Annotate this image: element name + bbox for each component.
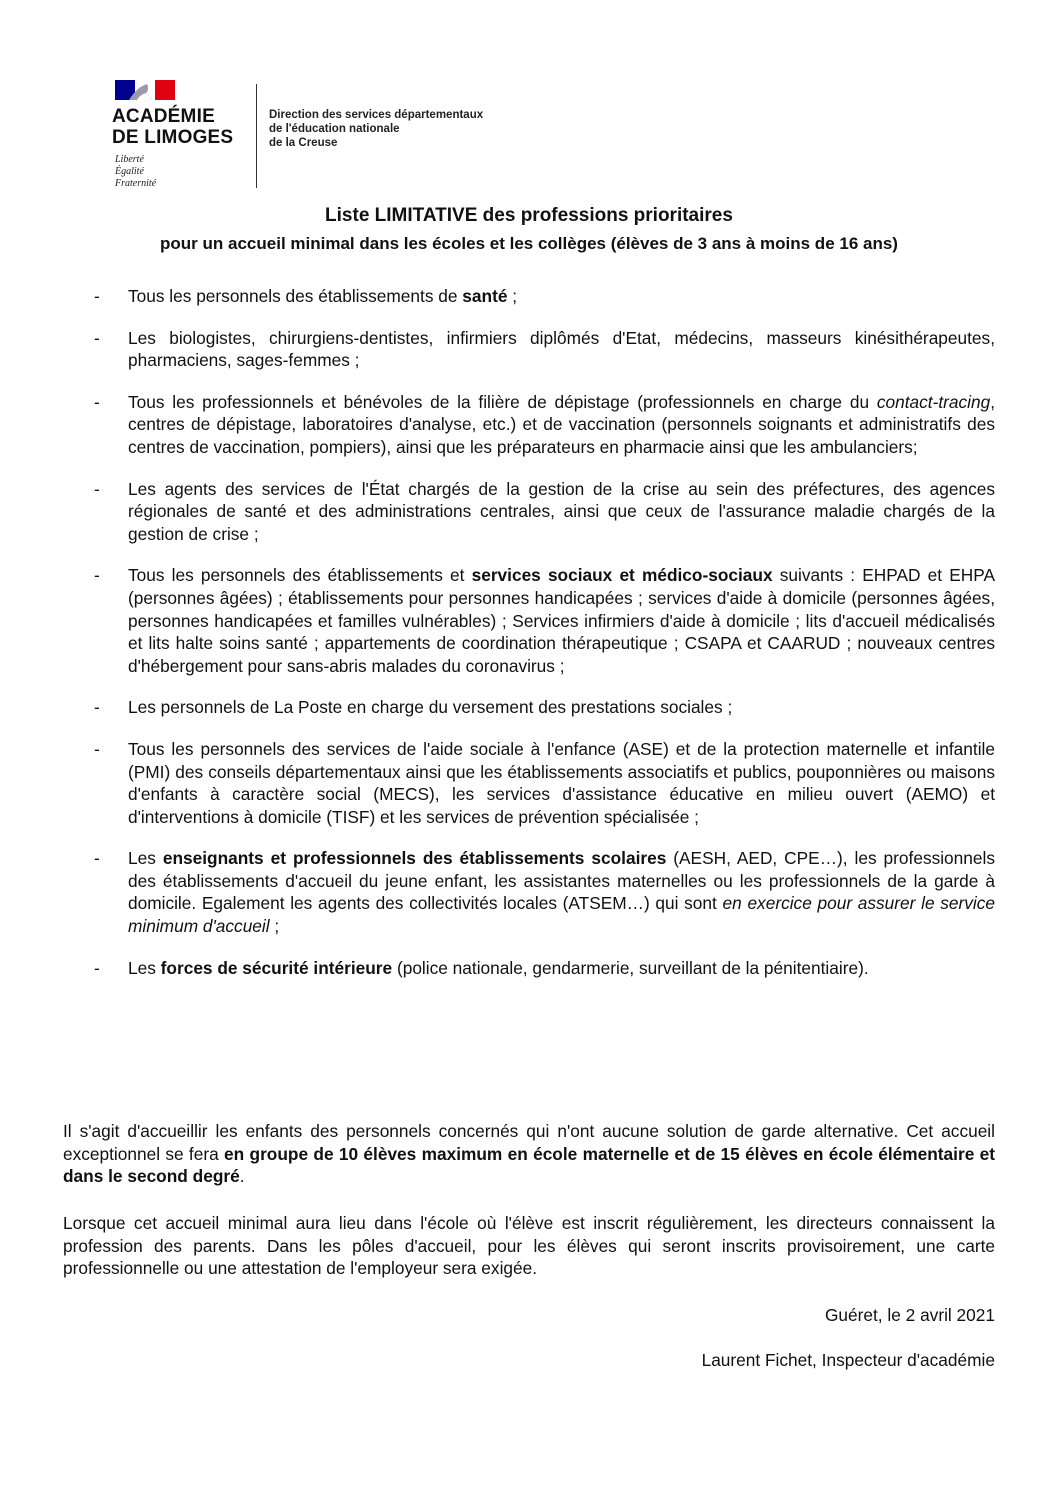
item-bold: enseignants et professionnels des établissements scolaires (162, 848, 667, 869)
list-dash: - (94, 286, 100, 306)
academy-name-line1: ACADÉMIE (112, 106, 215, 127)
item-text: suivants : EHPAD et EHPA (personnes âgées) ; établissements pour personnes handicapées ; services d'aide à domicile (personnes âgées, personnes handicapées et familles vulnérables) ; Services infirmiers d'aide à domicile ; lits d'accueil médicalisés et lits halte soins santé ; appartements de coordination thérapeutique ; CSAPA et CAARUD ; nouveaux centres d'hébergement pour sans-abris malades du coronavirus ; (128, 565, 995, 676)
item-text: Les agents des services de l'État chargés de la gestion de la crise au sein des préfectures, des agences régionales de santé et des administrations centrales, ainsi que ceux de l'assurance maladie chargés de la gestion de crise ; (128, 478, 995, 544)
paragraph-accueil (63, 1120, 995, 1188)
item-italic: en exercice pour assurer le service minimum d'accueil (128, 893, 995, 937)
item-text: Tous les personnels des services de l'aide sociale à l'enfance (ASE) et de la protection maternelle et infantile (PMI) des conseils départementaux ainsi que les établissements associatifs et publics, pouponnières ou maisons d'enfants à caractère social (MECS), les services d'assistance éducative en milieu ouvert (AEMO) et d'interventions à domicile (TISF) et les services de prévention spécialisée ; (128, 738, 995, 827)
document-subtitle: pour un accueil minimal dans les écoles et les collèges (élèves de 3 ans à moins de 16 ans) (160, 234, 898, 253)
professions-list (94, 285, 995, 979)
item-text: Les (128, 848, 163, 869)
academy-name (112, 106, 233, 148)
item-text: Les (128, 957, 161, 978)
list-dash: - (94, 327, 100, 348)
list-dash: - (94, 478, 100, 499)
header-divider (256, 84, 257, 188)
item-bold: services sociaux et médico-sociaux (471, 565, 773, 586)
direction-line1: Direction des services départementaux (269, 109, 484, 121)
motto-egalite: Égalité (115, 166, 144, 177)
para-text: Il s'agit d'accueillir les enfants des personnels concernés qui n'ont aucune solution de garde alternative. Cet accueil exceptionnel se fera (63, 1121, 995, 1164)
item-text: (AESH, AED, CPE…), les professionnels des établissements d'accueil du jeune enfant, les assistantes maternelles ou les professionnels de la garde à domicile. Egalement les agents des collectivités locales (ATSEM…) qui sont (128, 848, 995, 914)
list-item (94, 696, 995, 719)
item-text: Les personnels de La Poste en charge du versement des prestations sociales ; (128, 697, 733, 718)
direction-line3: de la Creuse (269, 137, 338, 149)
list-dash: - (94, 848, 100, 869)
list-item (94, 847, 995, 937)
motto-fraternite: Fraternité (115, 178, 157, 189)
paragraph-conditions: Lorsque cet accueil minimal aura lieu dans l'école où l'élève est inscrit régulièrement, les directeurs connaissent la profession des parents. Dans les pôles d'accueil, pour les élèves qui seront inscrits provisoirement, une carte professionnelle ou une attestation de l'employeur sera exigée. (63, 1213, 995, 1279)
item-text: (police nationale, gendarmerie, surveillant de la pénitentiaire). (392, 957, 869, 978)
item-text: Tous les personnels des établissements de (128, 286, 463, 306)
signature: Laurent Fichet, Inspecteur d'académie (701, 1350, 995, 1370)
motto-liberte: Liberté (115, 154, 144, 165)
item-text: Les biologistes, chirurgiens-dentistes, infirmiers diplômés d'Etat, médecins, masseurs kinésithérapeutes, pharmaciens, sages-femmes ; (128, 327, 995, 371)
list-dash: - (94, 957, 100, 978)
list-item (94, 327, 995, 372)
list-item (94, 564, 995, 677)
item-bold: santé (462, 286, 508, 306)
place-date: Guéret, le 2 avril 2021 (824, 1305, 995, 1325)
item-text: ; (269, 916, 280, 937)
direction-line2: de l'éducation nationale (269, 123, 400, 135)
item-text: Tous les professionnels et bénévoles de la filière de dépistage (professionnels en charge du (128, 391, 877, 412)
marianne-flag-logo (115, 80, 175, 100)
list-dash: - (94, 697, 100, 718)
academy-name-line2: DE LIMOGES (112, 127, 234, 148)
list-item (94, 391, 995, 459)
item-text: , centres de dépistage, laboratoires d'analyse, etc.) et de vaccination (personnels soignants et administratifs des centres de vaccination, pompiers), ainsi que les préparateurs en pharmacie ainsi que les ambulanciers; (128, 391, 995, 457)
para-bold: en groupe de 10 élèves maximum en école maternelle et de 15 élèves en école élémentaire et dans le second degré (63, 1143, 995, 1187)
para-text: . (239, 1166, 245, 1187)
list-item (94, 285, 995, 308)
list-dash: - (94, 391, 100, 412)
list-item (94, 478, 995, 546)
item-text: Tous les personnels des établissements et (128, 565, 472, 586)
item-text: ; (507, 286, 518, 306)
list-dash: - (94, 738, 100, 759)
direction-name (269, 108, 483, 150)
list-dash: - (94, 565, 100, 586)
list-item (94, 957, 995, 980)
list-item (94, 738, 995, 828)
item-italic: contact-tracing (876, 391, 991, 412)
item-bold: forces de sécurité intérieure (160, 957, 393, 978)
republic-motto (115, 154, 156, 190)
document-title: Liste LIMITATIVE des professions prioritaires (325, 205, 733, 226)
